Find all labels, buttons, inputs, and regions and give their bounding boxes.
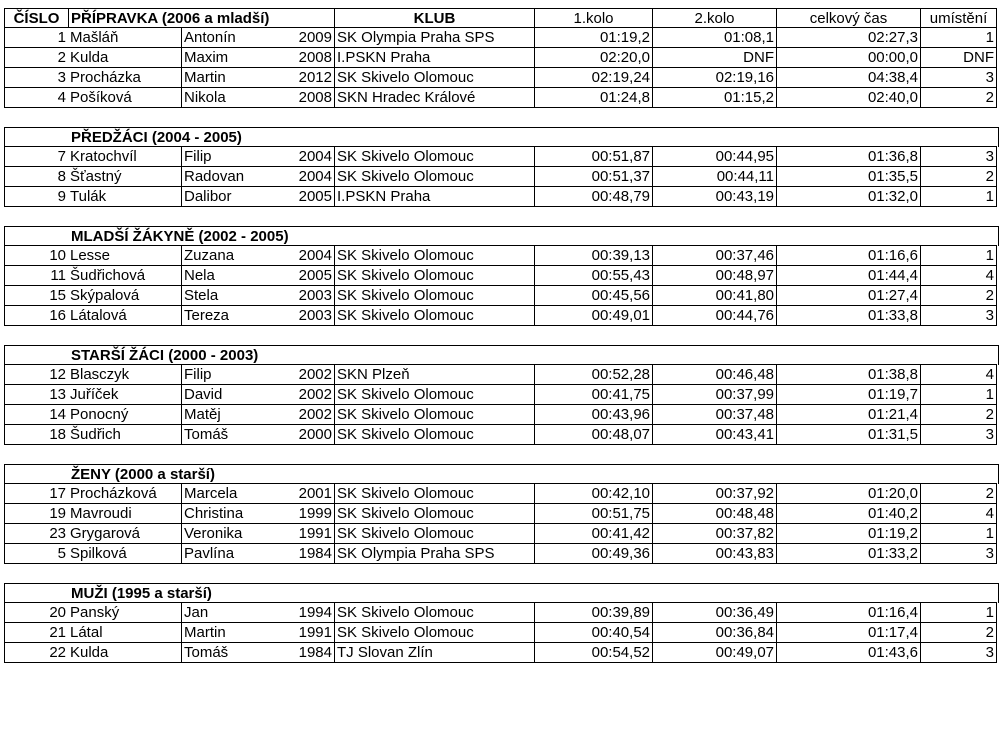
cell-club: SK Skivelo Olomouc (334, 524, 534, 543)
cell-club: SK Skivelo Olomouc (334, 484, 534, 503)
table-row (4, 27, 997, 47)
cell-total: 01:20,0 (776, 484, 920, 503)
table-row (4, 285, 997, 305)
cell-number: 23 (4, 524, 68, 543)
cell-total: 01:43,6 (776, 643, 920, 662)
cell-year: 2009 (298, 29, 332, 46)
cell-first-name: Nikola (181, 88, 245, 107)
cell-place: 3 (920, 68, 997, 87)
cell-first-name: Veronika (181, 524, 245, 543)
cell-round1: 00:39,13 (534, 246, 652, 265)
cell-round2: 00:36,49 (652, 603, 776, 622)
cell-round1: 00:51,37 (534, 167, 652, 186)
cell-club: SKN Hradec Králové (334, 88, 534, 107)
cell-year: 1991 (298, 624, 332, 641)
cell-club: SK Olympia Praha SPS (334, 544, 534, 563)
cell-round1: 01:24,8 (534, 88, 652, 107)
cell-year: 2002 (298, 406, 332, 423)
cell-place: 3 (920, 643, 997, 662)
table-row (4, 67, 997, 87)
cell-place: 2 (920, 286, 997, 305)
cell-club: SK Olympia Praha SPS (334, 28, 534, 47)
table-row (4, 602, 997, 622)
cell-round2: 00:36,84 (652, 623, 776, 642)
cell-number: 8 (4, 167, 68, 186)
header-pripravka: PŘÍPRAVKA (2006 a mladší) (68, 9, 334, 28)
cell-round1: 00:52,28 (534, 365, 652, 384)
cell-first-name: Marcela (181, 484, 245, 503)
cell-year: 1984 (298, 644, 332, 661)
cell-round2: 00:43,83 (652, 544, 776, 563)
cell-place: 2 (920, 405, 997, 424)
section-title: MLADŠÍ ŽÁKYNĚ (2002 - 2005) (71, 228, 289, 245)
cell-round2: 00:44,95 (652, 147, 776, 166)
cell-year: 1984 (298, 545, 332, 562)
cell-total: 01:33,2 (776, 544, 920, 563)
cell-year: 2002 (298, 386, 332, 403)
cell-surname: Šudřich (70, 426, 121, 443)
cell-year: 2000 (298, 426, 332, 443)
cell-year: 2004 (298, 168, 332, 185)
cell-year: 2003 (298, 287, 332, 304)
cell-year: 1994 (298, 604, 332, 621)
cell-club: I.PSKN Praha (334, 187, 534, 206)
cell-year: 2003 (298, 307, 332, 324)
cell-round1: 00:55,43 (534, 266, 652, 285)
cell-total: 01:16,4 (776, 603, 920, 622)
cell-number: 2 (4, 48, 68, 67)
cell-club: SK Skivelo Olomouc (334, 68, 534, 87)
table-row (4, 642, 997, 663)
cell-total: 01:16,6 (776, 246, 920, 265)
cell-place: 4 (920, 365, 997, 384)
cell-first-name: Radovan (181, 167, 245, 186)
cell-number: 12 (4, 365, 68, 384)
table-row (4, 483, 997, 503)
header-celkovy: celkový čas (776, 9, 920, 28)
section-title-row (4, 464, 999, 484)
cell-round1: 00:45,56 (534, 286, 652, 305)
cell-number: 16 (4, 306, 68, 325)
cell-surname: Lesse (70, 247, 111, 264)
cell-number: 18 (4, 425, 68, 444)
cell-total: 01:33,8 (776, 306, 920, 325)
cell-round2: 00:41,80 (652, 286, 776, 305)
cell-total: 01:35,5 (776, 167, 920, 186)
cell-total: 01:36,8 (776, 147, 920, 166)
cell-club: SK Skivelo Olomouc (334, 385, 534, 404)
cell-total: 01:44,4 (776, 266, 920, 285)
table-row (4, 622, 997, 642)
cell-number: 1 (4, 28, 68, 47)
cell-first-name: Tomáš (181, 425, 245, 444)
cell-number: 22 (4, 643, 68, 662)
cell-number: 15 (4, 286, 68, 305)
cell-total: 04:38,4 (776, 68, 920, 87)
cell-year: 2005 (298, 188, 332, 205)
cell-round1: 00:48,07 (534, 425, 652, 444)
cell-first-name: Maxim (181, 48, 245, 67)
cell-surname: Kulda (70, 49, 109, 66)
cell-number: 14 (4, 405, 68, 424)
cell-round1: 00:49,01 (534, 306, 652, 325)
cell-place: 1 (920, 385, 997, 404)
cell-first-name: Pavlína (181, 544, 245, 563)
cell-first-name: Dalibor (181, 187, 245, 206)
cell-total: 01:19,7 (776, 385, 920, 404)
cell-surname: Šťastný (70, 168, 122, 185)
cell-surname: Juříček (70, 386, 119, 403)
cell-round2: 00:37,48 (652, 405, 776, 424)
cell-surname: Ponocný (70, 406, 129, 423)
cell-place: 1 (920, 187, 997, 206)
header-kolo1: 1.kolo (534, 9, 652, 28)
cell-round1: 01:19,2 (534, 28, 652, 47)
table-row (4, 364, 997, 384)
cell-total: 01:19,2 (776, 524, 920, 543)
cell-first-name: Martin (181, 623, 245, 642)
cell-round1: 00:42,10 (534, 484, 652, 503)
cell-number: 4 (4, 88, 68, 107)
table-row (4, 265, 997, 285)
cell-first-name: Jan (181, 603, 245, 622)
cell-place: 4 (920, 504, 997, 523)
cell-round1: 00:41,42 (534, 524, 652, 543)
cell-place: 1 (920, 603, 997, 622)
cell-surname: Kulda (70, 644, 109, 661)
header-cislo: ČÍSLO (4, 9, 68, 28)
cell-surname: Tulák (70, 188, 107, 205)
cell-surname: Kratochvíl (70, 148, 137, 165)
cell-first-name: Stela (181, 286, 245, 305)
table-row (4, 503, 997, 523)
cell-round2: 00:43,41 (652, 425, 776, 444)
table-row (4, 186, 997, 207)
cell-place: 2 (920, 167, 997, 186)
cell-year: 1991 (298, 525, 332, 542)
section-title-row (4, 345, 999, 365)
cell-club: SK Skivelo Olomouc (334, 603, 534, 622)
header-klub: KLUB (334, 9, 534, 28)
cell-first-name: Antonín (181, 28, 245, 47)
cell-first-name: Martin (181, 68, 245, 87)
header-kolo2: 2.kolo (652, 9, 776, 28)
cell-club: SK Skivelo Olomouc (334, 504, 534, 523)
cell-club: SK Skivelo Olomouc (334, 425, 534, 444)
cell-first-name: Matěj (181, 405, 245, 424)
cell-year: 2005 (298, 267, 332, 284)
cell-place: DNF (920, 48, 997, 67)
cell-place: 4 (920, 266, 997, 285)
cell-round2: 00:49,07 (652, 643, 776, 662)
cell-surname: Procházková (70, 485, 157, 502)
table-row (4, 146, 997, 166)
cell-club: SK Skivelo Olomouc (334, 286, 534, 305)
cell-club: SK Skivelo Olomouc (334, 405, 534, 424)
cell-total: 01:31,5 (776, 425, 920, 444)
header-umisteni: umístění (920, 9, 997, 28)
section-title: MUŽI (1995 a starší) (71, 585, 212, 602)
cell-year: 2002 (298, 366, 332, 383)
cell-place: 1 (920, 246, 997, 265)
cell-number: 5 (4, 544, 68, 563)
cell-surname: Blasczyk (70, 366, 130, 383)
cell-round2: 00:48,97 (652, 266, 776, 285)
cell-year: 2008 (298, 49, 332, 66)
cell-round2: 02:19,16 (652, 68, 776, 87)
cell-place: 2 (920, 484, 997, 503)
cell-total: 02:27,3 (776, 28, 920, 47)
cell-surname: Mavroudi (70, 505, 132, 522)
cell-total: 02:40,0 (776, 88, 920, 107)
cell-surname: Šudřichová (70, 267, 146, 284)
cell-first-name: Filip (181, 365, 245, 384)
cell-first-name: Tomáš (181, 643, 245, 662)
cell-club: SK Skivelo Olomouc (334, 266, 534, 285)
cell-total: 01:17,4 (776, 623, 920, 642)
cell-number: 7 (4, 147, 68, 166)
section-title: ŽENY (2000 a starší) (71, 466, 215, 483)
table-row (4, 424, 997, 445)
cell-number: 3 (4, 68, 68, 87)
cell-round2: 00:44,76 (652, 306, 776, 325)
cell-first-name: Zuzana (181, 246, 245, 265)
cell-surname: Látal (70, 624, 103, 641)
cell-club: SK Skivelo Olomouc (334, 306, 534, 325)
cell-round1: 02:20,0 (534, 48, 652, 67)
header-row (4, 8, 997, 28)
cell-round1: 00:51,87 (534, 147, 652, 166)
cell-round1: 00:54,52 (534, 643, 652, 662)
cell-year: 2004 (298, 148, 332, 165)
cell-total: 01:40,2 (776, 504, 920, 523)
cell-round1: 00:39,89 (534, 603, 652, 622)
cell-first-name: Tereza (181, 306, 245, 325)
cell-number: 11 (4, 266, 68, 285)
cell-number: 9 (4, 187, 68, 206)
cell-place: 2 (920, 88, 997, 107)
cell-year: 2004 (298, 247, 332, 264)
cell-place: 3 (920, 544, 997, 563)
cell-surname: Grygarová (70, 525, 141, 542)
cell-number: 13 (4, 385, 68, 404)
cell-round1: 02:19,24 (534, 68, 652, 87)
cell-round2: 00:37,46 (652, 246, 776, 265)
cell-year: 2012 (298, 69, 332, 86)
cell-place: 3 (920, 147, 997, 166)
cell-total: 01:38,8 (776, 365, 920, 384)
cell-surname: Spilková (70, 545, 127, 562)
section-title-row (4, 226, 999, 246)
cell-year: 2001 (298, 485, 332, 502)
cell-first-name: David (181, 385, 245, 404)
table-row (4, 166, 997, 186)
cell-number: 17 (4, 484, 68, 503)
cell-club: SK Skivelo Olomouc (334, 167, 534, 186)
cell-round2: 00:44,11 (652, 167, 776, 186)
cell-round1: 00:48,79 (534, 187, 652, 206)
cell-number: 10 (4, 246, 68, 265)
cell-place: 2 (920, 623, 997, 642)
table-row (4, 305, 997, 326)
cell-surname: Mašláň (70, 29, 119, 46)
cell-round2: 01:15,2 (652, 88, 776, 107)
cell-place: 3 (920, 425, 997, 444)
section-title-row (4, 583, 999, 603)
section-title: PŘEDŽÁCI (2004 - 2005) (71, 129, 242, 146)
section-title-row (4, 127, 999, 147)
table-row (4, 523, 997, 543)
cell-round2: 00:43,19 (652, 187, 776, 206)
cell-total: 01:21,4 (776, 405, 920, 424)
table-row (4, 87, 997, 108)
table-row (4, 47, 997, 67)
cell-total: 00:00,0 (776, 48, 920, 67)
cell-surname: Látalová (70, 307, 127, 324)
cell-year: 1999 (298, 505, 332, 522)
cell-club: SKN Plzeň (334, 365, 534, 384)
cell-round2: 00:48,48 (652, 504, 776, 523)
cell-round1: 00:40,54 (534, 623, 652, 642)
cell-round2: DNF (652, 48, 776, 67)
cell-first-name: Christina (181, 504, 245, 523)
cell-total: 01:27,4 (776, 286, 920, 305)
table-row (4, 543, 997, 564)
cell-surname: Procházka (70, 69, 141, 86)
cell-place: 1 (920, 524, 997, 543)
cell-club: TJ Slovan Zlín (334, 643, 534, 662)
cell-place: 1 (920, 28, 997, 47)
cell-surname: Pošíková (70, 89, 132, 106)
table-row (4, 384, 997, 404)
cell-number: 19 (4, 504, 68, 523)
cell-first-name: Nela (181, 266, 245, 285)
cell-club: SK Skivelo Olomouc (334, 147, 534, 166)
cell-club: I.PSKN Praha (334, 48, 534, 67)
cell-round2: 00:46,48 (652, 365, 776, 384)
cell-round1: 00:51,75 (534, 504, 652, 523)
cell-number: 20 (4, 603, 68, 622)
cell-round2: 00:37,82 (652, 524, 776, 543)
cell-total: 01:32,0 (776, 187, 920, 206)
cell-round2: 00:37,99 (652, 385, 776, 404)
cell-round1: 00:49,36 (534, 544, 652, 563)
cell-surname: Skýpalová (70, 287, 140, 304)
cell-place: 3 (920, 306, 997, 325)
cell-club: SK Skivelo Olomouc (334, 623, 534, 642)
table-row (4, 245, 997, 265)
section-title: STARŠÍ ŽÁCI (2000 - 2003) (71, 347, 259, 364)
cell-year: 2008 (298, 89, 332, 106)
table-row (4, 404, 997, 424)
cell-round1: 00:43,96 (534, 405, 652, 424)
cell-round1: 00:41,75 (534, 385, 652, 404)
cell-club: SK Skivelo Olomouc (334, 246, 534, 265)
cell-number: 21 (4, 623, 68, 642)
cell-round2: 00:37,92 (652, 484, 776, 503)
cell-surname: Panský (70, 604, 120, 621)
cell-round2: 01:08,1 (652, 28, 776, 47)
cell-first-name: Filip (181, 147, 245, 166)
